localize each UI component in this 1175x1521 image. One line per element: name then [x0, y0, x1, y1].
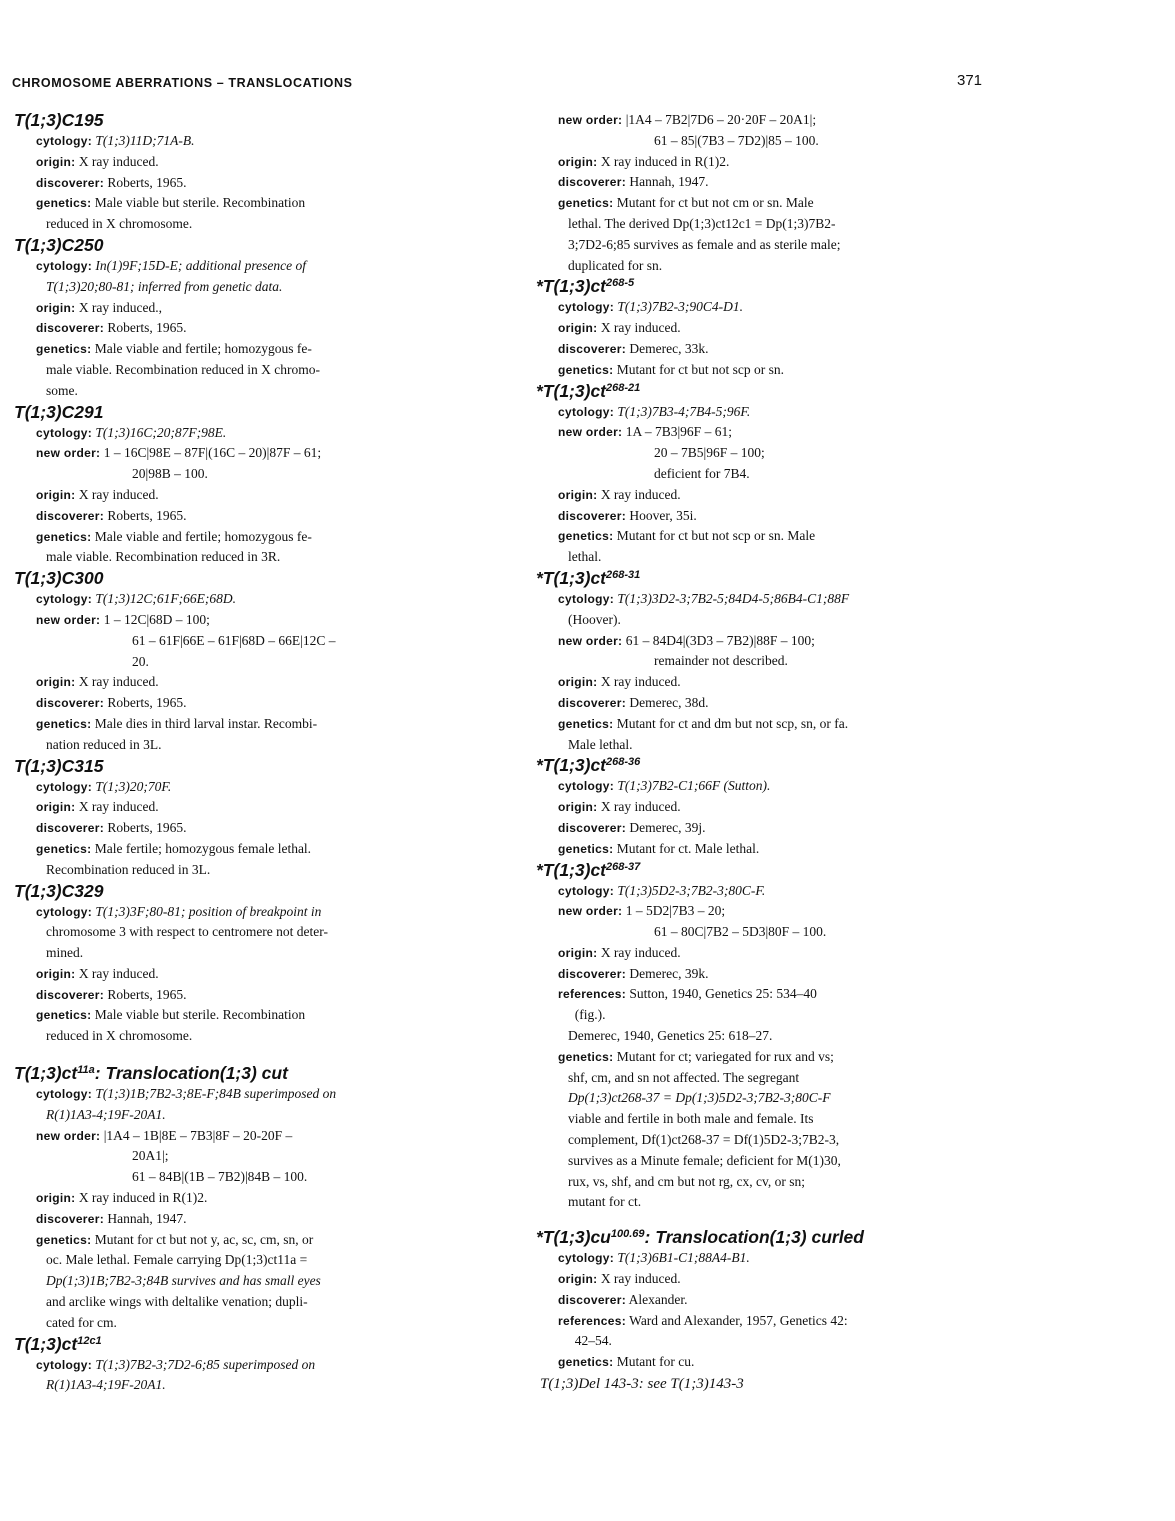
- discoverer-field: discoverer: Demerec, 39k.: [558, 965, 709, 981]
- genetics-field: genetics: Male fertile; homozygous female lethal. Recombination reduced in 3L.: [36, 840, 312, 877]
- new-order-continuation: remainder not described.: [654, 653, 788, 669]
- origin-field: origin: X ray induced.: [36, 153, 159, 169]
- new-order-continuation: 20|98B – 100.: [132, 466, 208, 482]
- cytology-field: cytology: T(1;3)12C;61F;66E;68D.: [36, 591, 237, 607]
- entry-heading: $T(1;3)ct^{12c1}$: [14, 1333, 102, 1354]
- genetics-field: genetics: Mutant for ct but not scp or sn. Male lethal.: [558, 528, 816, 565]
- references-field: references: Sutton, 1940, Genetics 25: 534–40 (fig.). Demerec, 1940, Genetics 25: 618–27.: [558, 986, 817, 1044]
- entry-t13-ct12c1-continued: [536, 110, 996, 276]
- genetics-field: genetics: Mutant for ct but not cm or sn. Male lethal. The derived Dp(1;3)ct12c1 = Dp(1;3)7B2- 3;7D2-6;85 survives as female and as sterile male; duplicated for sn.: [558, 195, 841, 273]
- discoverer-field: discoverer: Roberts, 1965.: [36, 820, 187, 836]
- new-order-continuation: 61 – 61F|66E – 61F|68D – 66E|12C –: [132, 632, 336, 648]
- cytology-field: cytology: T(1;3)7B3-4;7B4-5;96F.: [558, 403, 751, 419]
- new-order-field: new order: |1A4 – 7B2|7D6 – 20·20F – 20A1|;: [558, 112, 817, 127]
- new-order-field: new order: 1 – 12C|68D – 100;: [36, 611, 210, 627]
- discoverer-field: discoverer: Demerec, 33k.: [558, 340, 709, 356]
- origin-field: origin: X ray induced in R(1)2.: [558, 153, 730, 169]
- discoverer-field: discoverer: Roberts, 1965.: [36, 507, 187, 523]
- origin-field: origin: X ray induced.: [558, 799, 681, 815]
- genetics-field: genetics: Male viable and fertile; homozygous fe- male viable. Recombination reduced in X chromo- some.: [36, 341, 321, 398]
- page-number: 371: [957, 72, 983, 89]
- new-order-field: new order: 1 – 16C|98E – 87F|(16C – 20)|87F – 61;: [36, 445, 322, 461]
- discoverer-field: discoverer: Hoover, 35i.: [558, 507, 697, 523]
- running-head: [12, 72, 1162, 96]
- cytology-field: cytology: In(1)9F;15D-E; additional presence of T(1;3)20;80-81; inferred from genetic data.: [36, 257, 306, 294]
- entry-t13-c315: [14, 756, 454, 881]
- cytology-field: cytology: T(1;3)5D2-3;7B2-3;80C-F.: [558, 882, 766, 898]
- new-order-continuation: deficient for 7B4.: [654, 465, 750, 481]
- genetics-field: genetics: Mutant for ct. Male lethal.: [558, 840, 760, 856]
- entry-t13-cu100-69: [536, 1227, 996, 1373]
- genetics-field: genetics: Male viable and fertile; homozygous fe- male viable. Recombination reduced in 3R.: [36, 528, 312, 565]
- origin-field: origin: X ray induced.: [558, 944, 681, 960]
- genetics-field: genetics: Mutant for cu.: [558, 1354, 695, 1370]
- discoverer-field: discoverer: Roberts, 1965.: [36, 174, 187, 190]
- section-title: CHROMOSOME ABERRATIONS – TRANSLOCATIONS: [12, 76, 353, 90]
- entry-t13-ct12c1: [14, 1334, 454, 1397]
- genetics-field: genetics: Mutant for ct but not scp or sn.: [558, 361, 784, 377]
- new-order-continuation: 20 – 7B5|96F – 100;: [654, 445, 765, 461]
- new-order-continuation: 20.: [132, 653, 149, 669]
- new-order-field: new order: 1A – 7B3|96F – 61;: [558, 424, 732, 440]
- entry-t13-c250: [14, 235, 454, 402]
- cytology-field: cytology: T(1;3)6B1-C1;88A4-B1.: [558, 1250, 750, 1266]
- references-field: references: Ward and Alexander, 1957, Genetics 42: 42–54.: [558, 1312, 848, 1349]
- entry-heading: T(1;3)C195: [14, 110, 104, 130]
- cytology-field: cytology: T(1;3)7B2-3;7D2-6;85 superimposed on R(1)1A3-4;19F-20A1.: [36, 1356, 316, 1393]
- origin-field: origin: X ray induced.: [558, 486, 681, 502]
- cytology-field: cytology: T(1;3)1B;7B2-3;8E-F;84B superimposed on R(1)1A3-4;19F-20A1.: [36, 1086, 337, 1122]
- discoverer-field: discoverer: Alexander.: [558, 1291, 688, 1307]
- new-order-field: new order: 61 – 84D4|(3D3 – 7B2)|88F – 100;: [558, 632, 815, 648]
- entry-heading: $T(1;3)ct^{11a}$: Translocation(1;3) cut: [14, 1063, 288, 1084]
- entry-t13-ct268-5: [536, 276, 996, 380]
- discoverer-field: discoverer: Demerec, 38d.: [558, 694, 709, 710]
- origin-field: origin: X ray induced.,: [36, 299, 163, 315]
- origin-field: origin: X ray induced in R(1)2.: [36, 1190, 208, 1206]
- origin-field: origin: X ray induced.: [36, 965, 159, 981]
- cytology-field: cytology: T(1;3)11D;71A-B.: [36, 133, 195, 148]
- genetics-field: genetics: Male viable but sterile. Recombination reduced in X chromosome.: [36, 1007, 306, 1044]
- entry-t13-c291: [14, 402, 454, 569]
- origin-field: origin: X ray induced.: [558, 674, 681, 690]
- entry-t13-c195: [14, 110, 454, 235]
- origin-field: origin: X ray induced.: [558, 1271, 681, 1287]
- cytology-field: cytology: T(1;3)3D2-3;7B2-5;84D4-5;86B4-C1;88F (Hoover).: [558, 590, 850, 627]
- new-order-continuation: 61 – 80C|7B2 – 5D3|80F – 100.: [654, 924, 827, 940]
- genetics-field: genetics: Mutant for ct but not y, ac, sc, cm, sn, or oc. Male lethal. Female carrying Dp(1;3)ct11a = Dp(1;3)1B;7B2-3;84B survives and has small eyes and arclike wings with deltalike venation; dupli- cated for cm.: [36, 1231, 321, 1330]
- discoverer-field: discoverer: Roberts, 1965.: [36, 320, 187, 336]
- entry-heading: $*T(1;3)ct^{268-36}$: [536, 755, 641, 776]
- entry-t13-ct268-31: [536, 568, 996, 755]
- entry-t13-c329: [14, 881, 454, 1048]
- new-order-continuation: 61 – 84B|(1B – 7B2)|84B – 100.: [132, 1169, 308, 1185]
- discoverer-field: discoverer: Hannah, 1947.: [36, 1210, 187, 1226]
- genetics-field: genetics: Mutant for ct and dm but not scp, sn, or fa. Male lethal.: [558, 715, 849, 752]
- origin-field: origin: X ray induced.: [36, 674, 159, 690]
- genetics-field: genetics: Mutant for ct; variegated for rux and vs; shf, cm, and sn not affected. The segregant Dp(1;3)ct268-37 = Dp(1;3)5D2-3;7B2-3;80C-F viable and fertile in both male and female. Its complement, Df(1)ct268-37 = Df(1)5D2-3;7B2-3, survives as a Minute female; deficient for M(1)30, rux, vs, shf, and cm but not rg, cx, cv, or sn; mutant for ct.: [558, 1048, 841, 1210]
- discoverer-field: discoverer: Roberts, 1965.: [36, 986, 187, 1002]
- discoverer-field: discoverer: Roberts, 1965.: [36, 695, 187, 711]
- genetics-field: genetics: Male dies in third larval instar. Recombi- nation reduced in 3L.: [36, 715, 318, 752]
- entry-heading: $*T(1;3)ct^{268-5}$: [536, 276, 635, 297]
- cytology-field: cytology: T(1;3)16C;20;87F;98E.: [36, 424, 227, 440]
- discoverer-field: discoverer: Demerec, 39j.: [558, 819, 706, 835]
- origin-field: origin: X ray induced.: [36, 799, 159, 815]
- discoverer-field: discoverer: Hannah, 1947.: [558, 174, 709, 190]
- cytology-field: cytology: T(1;3)3F;80-81; position of breakpoint in chromosome 3 with respect to centromere not deter- mined.: [36, 903, 329, 961]
- origin-field: origin: X ray induced.: [36, 486, 159, 502]
- entry-heading: T(1;3)C291: [14, 401, 104, 422]
- entry-t13-ct11a: [14, 1063, 454, 1334]
- entry-heading: $*T(1;3)ct^{268-31}$: [536, 567, 641, 588]
- cytology-field: cytology: T(1;3)7B2-C1;66F (Sutton).: [558, 778, 771, 794]
- entry-heading: $*T(1;3)cu^{100.69}$: Translocation(1;3) curled: [536, 1227, 864, 1248]
- entry-heading: T(1;3)C300: [14, 568, 104, 589]
- entry-t13-ct268-36: [536, 755, 996, 859]
- genetics-field: genetics: Male viable but sterile. Recombination reduced in X chromosome.: [36, 195, 306, 232]
- cross-reference: T(1;3)Del 143-3: see T(1;3)143-3: [540, 1376, 744, 1393]
- left-column: [14, 110, 454, 1396]
- cytology-field: cytology: T(1;3)7B2-3;90C4-D1.: [558, 299, 744, 315]
- entry-heading: T(1;3)C329: [14, 880, 104, 901]
- new-order-continuation: 61 – 85|(7B3 – 7D2)|85 – 100.: [654, 132, 819, 148]
- entry-heading: $*T(1;3)ct^{268-37}$: [536, 859, 641, 880]
- entry-t13-c300: [14, 568, 454, 755]
- entry-heading: T(1;3)C315: [14, 755, 104, 776]
- entry-t13-ct268-37: [536, 860, 996, 1214]
- new-order-field: new order: |1A4 – 1B|8E – 7B3|8F – 20-20F –: [36, 1127, 293, 1143]
- origin-field: origin: X ray induced.: [558, 320, 681, 336]
- entry-heading: T(1;3)C250: [14, 234, 104, 255]
- new-order-continuation: 20A1|;: [132, 1148, 169, 1164]
- new-order-field: new order: 1 – 5D2|7B3 – 20;: [558, 903, 726, 919]
- entry-heading: $*T(1;3)ct^{268-21}$: [536, 380, 641, 401]
- right-column: [536, 110, 996, 1395]
- entry-t13-ct268-21: [536, 381, 996, 568]
- cytology-field: cytology: T(1;3)20;70F.: [36, 778, 172, 794]
